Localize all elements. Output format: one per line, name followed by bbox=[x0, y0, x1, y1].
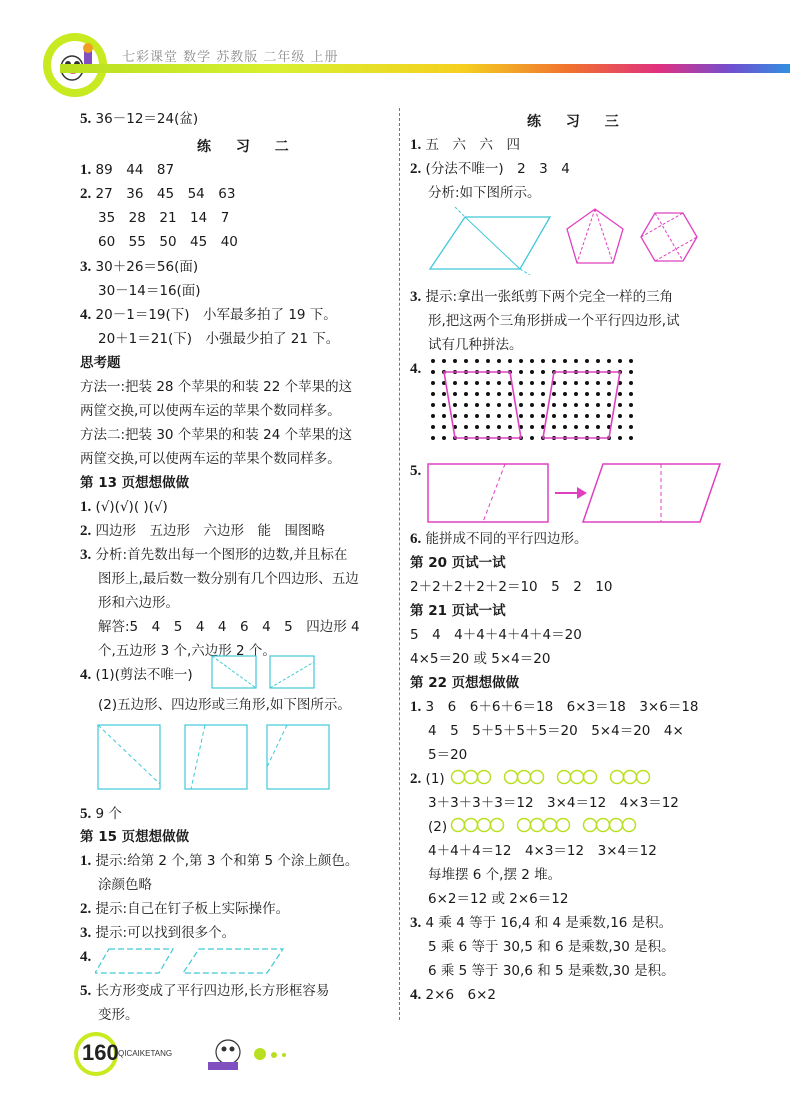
peg-dot bbox=[585, 381, 589, 385]
peg-dot bbox=[453, 403, 457, 407]
peg-dot bbox=[464, 381, 468, 385]
shape-division-figures bbox=[425, 205, 715, 275]
answer-item: 5. bbox=[410, 463, 422, 479]
peg-dot bbox=[563, 392, 567, 396]
peg-dot bbox=[585, 425, 589, 429]
answer-line: 5＝20 bbox=[428, 747, 468, 763]
peg-dot bbox=[607, 392, 611, 396]
peg-dot bbox=[574, 414, 578, 418]
group-circle bbox=[452, 771, 465, 784]
page-number: 160 bbox=[82, 1040, 119, 1065]
peg-dot bbox=[442, 414, 446, 418]
peg-dot bbox=[552, 359, 556, 363]
answer-item: 2. 27 36 45 54 63 bbox=[80, 186, 236, 202]
peg-dot bbox=[541, 392, 545, 396]
peg-dot bbox=[497, 392, 501, 396]
peg-dot bbox=[530, 370, 534, 374]
answer-item: 3. 提示:拿出一张纸剪下两个完全一样的三角 bbox=[410, 289, 674, 305]
answer-item: 4. 20－1＝19(下) 小军最多拍了 19 下。 bbox=[80, 307, 337, 323]
group-circle bbox=[518, 819, 531, 832]
answer-line: 分析:如下图所示。 bbox=[428, 185, 541, 201]
peg-dot bbox=[486, 381, 490, 385]
group-circle bbox=[531, 819, 544, 832]
peg-dot bbox=[508, 414, 512, 418]
peg-dot bbox=[486, 359, 490, 363]
group-circle bbox=[491, 819, 504, 832]
group-circle bbox=[478, 771, 491, 784]
column-divider bbox=[399, 108, 400, 1020]
peg-dot bbox=[574, 425, 578, 429]
peg-dot bbox=[618, 425, 622, 429]
answer-item: 1. 提示:给第 2 个,第 3 个和第 5 个涂上颜色。 bbox=[80, 853, 359, 869]
peg-dot bbox=[497, 425, 501, 429]
peg-dot bbox=[618, 403, 622, 407]
peg-dot bbox=[530, 381, 534, 385]
peg-dot bbox=[530, 436, 534, 440]
peg-dot bbox=[508, 392, 512, 396]
peg-dot bbox=[541, 370, 545, 374]
answer-line: 6×2＝12 或 2×6＝12 bbox=[428, 891, 569, 907]
peg-dot bbox=[596, 359, 600, 363]
answer-item: 1. 3 6 6＋6＋6＝18 6×3＝18 3×6＝18 bbox=[410, 699, 699, 715]
peg-dot bbox=[464, 392, 468, 396]
peg-dot bbox=[563, 425, 567, 429]
answer-item: 4. bbox=[410, 361, 422, 377]
peg-dot bbox=[541, 414, 545, 418]
group-circle bbox=[478, 819, 491, 832]
peg-dot bbox=[618, 392, 622, 396]
peg-dot bbox=[486, 392, 490, 396]
answer-line: 形和六边形。 bbox=[98, 595, 179, 611]
peg-dot bbox=[563, 403, 567, 407]
peg-dot bbox=[464, 403, 468, 407]
peg-dot bbox=[629, 414, 633, 418]
peg-dot bbox=[596, 392, 600, 396]
group-circle bbox=[518, 771, 531, 784]
pegboard-figure bbox=[425, 355, 640, 443]
cut-rect-figures bbox=[210, 652, 320, 692]
peg-dot bbox=[486, 414, 490, 418]
peg-dot bbox=[519, 370, 523, 374]
peg-dot bbox=[431, 414, 435, 418]
peg-dot bbox=[464, 359, 468, 363]
peg-dot bbox=[508, 359, 512, 363]
peg-dot bbox=[464, 414, 468, 418]
peg-dot bbox=[530, 414, 534, 418]
answer-item: 2. (分法不唯一) 2 3 4 bbox=[410, 161, 570, 177]
peg-dot bbox=[486, 425, 490, 429]
group-circle bbox=[452, 819, 465, 832]
answer-line: 变形。 bbox=[98, 1007, 139, 1023]
answer-line: 30－14＝16(面) bbox=[98, 283, 201, 299]
peg-dot bbox=[442, 359, 446, 363]
answer-item: 2. 提示:自己在钉子板上实际操作。 bbox=[80, 901, 290, 917]
answer-item: 1. 89 44 87 bbox=[80, 162, 175, 178]
peg-dot bbox=[596, 425, 600, 429]
peg-dot bbox=[585, 359, 589, 363]
peg-dot bbox=[431, 359, 435, 363]
peg-dot bbox=[519, 359, 523, 363]
header-title: 七彩课堂 数学 苏教版 二年级 上册 bbox=[122, 50, 339, 65]
peg-dot bbox=[508, 403, 512, 407]
group-circle bbox=[597, 819, 610, 832]
peg-dot bbox=[574, 359, 578, 363]
peg-dot bbox=[596, 403, 600, 407]
subheading: 第 22 页想想做做 bbox=[410, 675, 520, 691]
peg-dot bbox=[453, 359, 457, 363]
peg-dot bbox=[563, 359, 567, 363]
group-circle bbox=[465, 771, 478, 784]
answer-item: 5. 长方形变成了平行四边形,长方形框容易 bbox=[80, 983, 330, 999]
peg-dot bbox=[607, 403, 611, 407]
peg-dot bbox=[585, 392, 589, 396]
peg-dot bbox=[629, 359, 633, 363]
peg-dot bbox=[629, 392, 633, 396]
peg-dot bbox=[475, 381, 479, 385]
group-circle bbox=[544, 819, 557, 832]
peg-dot bbox=[442, 403, 446, 407]
answer-line: 图形上,最后数一数分别有几个四边形、五边 bbox=[98, 571, 359, 587]
group-circle bbox=[505, 771, 518, 784]
brand-label: QICAIKETANG bbox=[118, 1049, 173, 1058]
peg-dot bbox=[475, 392, 479, 396]
subheading: 思考题 bbox=[80, 355, 121, 371]
peg-dot bbox=[607, 359, 611, 363]
peg-dot bbox=[541, 381, 545, 385]
answer-item: 2. (1) bbox=[410, 771, 445, 787]
group-circle bbox=[584, 771, 597, 784]
subheading: 第 20 页试一试 bbox=[410, 555, 506, 571]
peg-dot bbox=[585, 414, 589, 418]
answer-item: 6. 能拼成不同的平行四边形。 bbox=[410, 531, 588, 547]
peg-dot bbox=[519, 414, 523, 418]
answer-line: 解答:5 4 5 4 4 6 4 5 四边形 4 bbox=[98, 619, 360, 635]
answer-line: 5 乘 6 等于 30,5 和 6 是乘数,30 是积。 bbox=[428, 939, 675, 955]
peg-dot bbox=[497, 381, 501, 385]
peg-dot bbox=[431, 403, 435, 407]
answer-line: 个,五边形 3 个,六边形 2 个。 bbox=[98, 643, 276, 659]
peg-dot bbox=[497, 403, 501, 407]
group-circle bbox=[610, 819, 623, 832]
peg-dot bbox=[475, 425, 479, 429]
peg-dot bbox=[519, 392, 523, 396]
answer-line: 形,把这两个三角形拼成一个平行四边形,试 bbox=[428, 313, 680, 329]
peg-dot bbox=[618, 436, 622, 440]
peg-dot bbox=[596, 414, 600, 418]
peg-dot bbox=[453, 414, 457, 418]
peg-dot bbox=[519, 381, 523, 385]
peg-dot bbox=[453, 381, 457, 385]
answer-line: 4×5＝20 或 5×4＝20 bbox=[410, 651, 551, 667]
peg-dot bbox=[530, 403, 534, 407]
peg-dot bbox=[574, 392, 578, 396]
subheading: 第 21 页试一试 bbox=[410, 603, 506, 619]
answer-item: 4. (1)(剪法不唯一) bbox=[80, 667, 193, 683]
answer-line: 4 5 5＋5＋5＋5＝20 5×4＝20 4× bbox=[428, 723, 684, 739]
group-circle bbox=[558, 771, 571, 784]
peg-dot bbox=[431, 392, 435, 396]
header-color-bar bbox=[60, 64, 790, 73]
peg-dot bbox=[486, 403, 490, 407]
answer-item: 5. 9 个 bbox=[80, 806, 122, 822]
answer-line: (2) bbox=[428, 819, 448, 835]
peg-dot bbox=[629, 436, 633, 440]
group-circle bbox=[611, 771, 624, 784]
peg-dot bbox=[497, 359, 501, 363]
circle-groups-1 bbox=[450, 767, 690, 787]
group-circle bbox=[584, 819, 597, 832]
answer-line: 两筐交换,可以使两车运的苹果个数同样多。 bbox=[80, 403, 341, 419]
answer-line: 涂颜色略 bbox=[98, 877, 152, 893]
section-title-practice-2: 练 习 二 bbox=[197, 139, 299, 155]
peg-dot bbox=[552, 414, 556, 418]
answer-line: 5 4 4＋4＋4＋4＋4＝20 bbox=[410, 627, 582, 643]
peg-dot bbox=[453, 392, 457, 396]
peg-dot bbox=[442, 436, 446, 440]
answer-item: 3. 4 乘 4 等于 16,4 和 4 是乘数,16 是积。 bbox=[410, 915, 673, 931]
peg-dot bbox=[464, 425, 468, 429]
peg-dot bbox=[508, 425, 512, 429]
subheading: 第 15 页想想做做 bbox=[80, 829, 190, 845]
rect-to-parallelogram-figure bbox=[425, 460, 725, 525]
peg-dot bbox=[585, 403, 589, 407]
parallelogram-figures bbox=[95, 946, 295, 976]
peg-dot bbox=[541, 359, 545, 363]
peg-dot bbox=[629, 403, 633, 407]
peg-dot bbox=[530, 425, 534, 429]
peg-dot bbox=[431, 370, 435, 374]
answer-item: 5. 36－12＝24(盆) bbox=[80, 111, 199, 127]
group-circle bbox=[557, 819, 570, 832]
answer-item: 2. 四边形 五边形 六边形 能 围图略 bbox=[80, 523, 326, 539]
peg-dot bbox=[607, 381, 611, 385]
group-circle bbox=[623, 819, 636, 832]
peg-dot bbox=[618, 359, 622, 363]
peg-dot bbox=[607, 414, 611, 418]
peg-dot bbox=[629, 425, 633, 429]
group-circle bbox=[465, 819, 478, 832]
peg-dot bbox=[552, 425, 556, 429]
answer-line: 4＋4＋4＝12 4×3＝12 3×4＝12 bbox=[428, 843, 657, 859]
peg-dot bbox=[541, 403, 545, 407]
peg-dot bbox=[552, 403, 556, 407]
peg-dot bbox=[629, 370, 633, 374]
section-title-practice-3: 练 习 三 bbox=[527, 114, 629, 130]
answer-line: 20＋1＝21(下) 小强最少拍了 21 下。 bbox=[98, 331, 340, 347]
peg-dot bbox=[442, 425, 446, 429]
answer-line: 方法一:把装 28 个苹果的和装 22 个苹果的这 bbox=[80, 379, 353, 395]
peg-dot bbox=[530, 359, 534, 363]
answer-line: (2)五边形、四边形或三角形,如下图所示。 bbox=[98, 697, 351, 713]
peg-dot bbox=[563, 414, 567, 418]
group-circle bbox=[571, 771, 584, 784]
answer-line: 6 乘 5 等于 30,6 和 5 是乘数,30 是积。 bbox=[428, 963, 675, 979]
peg-dot bbox=[596, 381, 600, 385]
answer-line: 试有几种拼法。 bbox=[428, 337, 523, 353]
peg-dot bbox=[552, 392, 556, 396]
answer-line: 3＋3＋3＋3＝12 3×4＝12 4×3＝12 bbox=[428, 795, 679, 811]
peg-dot bbox=[475, 359, 479, 363]
answer-line: 方法二:把装 30 个苹果的和装 24 个苹果的这 bbox=[80, 427, 353, 443]
answer-item: 4. 2×6 6×2 bbox=[410, 987, 497, 1003]
cut-square-figures bbox=[95, 722, 335, 794]
peg-dot bbox=[431, 425, 435, 429]
answer-line: 35 28 21 14 7 bbox=[98, 210, 230, 226]
answer-item: 3. 提示:可以找到很多个。 bbox=[80, 925, 236, 941]
group-circle bbox=[637, 771, 650, 784]
answer-item: 3. 分析:首先数出每一个图形的边数,并且标在 bbox=[80, 547, 348, 563]
peg-dot bbox=[475, 414, 479, 418]
answer-item: 1. (√)(√)( )(√) bbox=[80, 499, 168, 515]
answer-item: 4. bbox=[80, 949, 92, 965]
peg-dot bbox=[519, 403, 523, 407]
peg-dot bbox=[574, 403, 578, 407]
answer-line: 两筐交换,可以使两车运的苹果个数同样多。 bbox=[80, 451, 341, 467]
group-circle bbox=[531, 771, 544, 784]
peg-dot bbox=[475, 403, 479, 407]
peg-dot bbox=[442, 392, 446, 396]
group-circle bbox=[624, 771, 637, 784]
peg-dot bbox=[497, 414, 501, 418]
answer-item: 1. 五 六 六 四 bbox=[410, 137, 521, 153]
peg-dot bbox=[431, 436, 435, 440]
peg-dot bbox=[574, 381, 578, 385]
peg-dot bbox=[530, 392, 534, 396]
peg-dot bbox=[629, 381, 633, 385]
answer-line: 2＋2＋2＋2＋2＝10 5 2 10 bbox=[410, 579, 613, 595]
answer-line: 60 55 50 45 40 bbox=[98, 234, 238, 250]
peg-dot bbox=[431, 381, 435, 385]
peg-dot bbox=[618, 414, 622, 418]
answer-item: 3. 30＋26＝56(面) bbox=[80, 259, 199, 275]
subheading: 第 13 页想想做做 bbox=[80, 475, 190, 491]
peg-dot bbox=[563, 381, 567, 385]
circle-groups-2 bbox=[450, 815, 690, 835]
answer-line: 每堆摆 6 个,摆 2 堆。 bbox=[428, 867, 562, 883]
